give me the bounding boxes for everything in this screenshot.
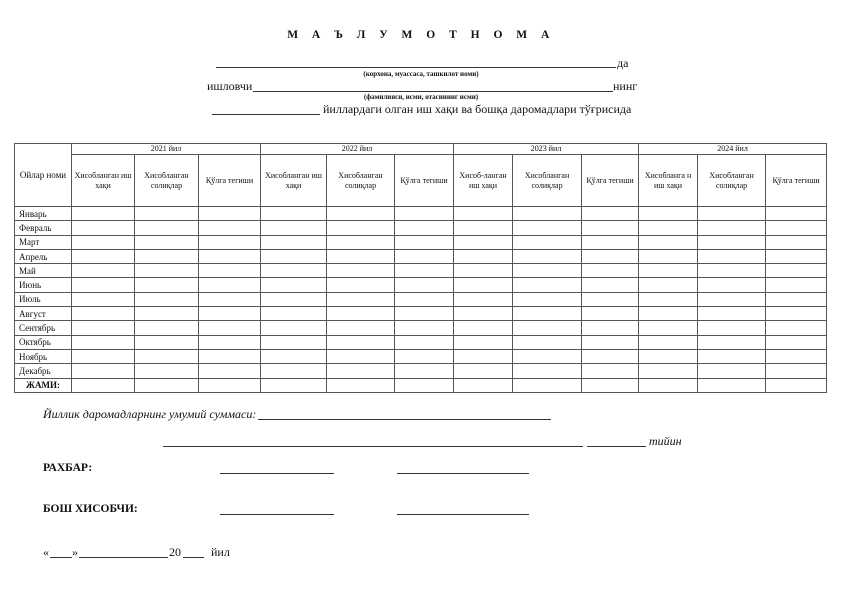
value-cell[interactable] <box>582 235 639 249</box>
value-cell[interactable] <box>199 307 261 321</box>
value-cell[interactable] <box>582 349 639 363</box>
value-cell[interactable] <box>327 364 395 378</box>
value-cell[interactable] <box>395 235 454 249</box>
value-cell[interactable] <box>639 235 698 249</box>
value-cell[interactable] <box>582 207 639 221</box>
value-cell[interactable] <box>261 264 327 278</box>
value-cell[interactable] <box>639 249 698 263</box>
tiyin-label: тийин <box>649 434 682 448</box>
value-cell[interactable] <box>698 364 766 378</box>
month-label: Ноябрь <box>15 349 72 363</box>
value-cell[interactable] <box>454 378 513 392</box>
date-close-quote: » <box>72 545 78 559</box>
value-cell[interactable] <box>135 349 199 363</box>
value-cell[interactable] <box>582 292 639 306</box>
director-name-field[interactable] <box>397 473 529 474</box>
organization-name-field[interactable] <box>216 67 616 68</box>
value-cell[interactable] <box>766 278 827 292</box>
value-cell[interactable] <box>199 264 261 278</box>
table-row <box>15 364 827 378</box>
value-cell[interactable] <box>513 364 582 378</box>
income-table <box>14 143 827 393</box>
sum-words-field[interactable] <box>163 446 583 447</box>
value-cell[interactable] <box>395 264 454 278</box>
total-row <box>15 378 827 392</box>
value-cell[interactable] <box>513 249 582 263</box>
value-cell[interactable] <box>582 378 639 392</box>
value-cell[interactable] <box>327 235 395 249</box>
value-cell[interactable] <box>199 349 261 363</box>
value-cell[interactable] <box>698 278 766 292</box>
value-cell[interactable] <box>72 221 135 235</box>
table-row <box>15 207 827 221</box>
value-cell[interactable] <box>582 249 639 263</box>
value-cell[interactable] <box>261 207 327 221</box>
value-cell[interactable] <box>135 292 199 306</box>
value-cell[interactable] <box>766 292 827 306</box>
value-cell[interactable] <box>698 264 766 278</box>
table-row <box>15 249 827 263</box>
value-cell[interactable] <box>454 221 513 235</box>
value-cell[interactable] <box>698 378 766 392</box>
value-cell[interactable] <box>72 264 135 278</box>
value-cell[interactable] <box>72 235 135 249</box>
value-cell[interactable] <box>395 307 454 321</box>
value-cell[interactable] <box>454 335 513 349</box>
value-cell[interactable] <box>766 249 827 263</box>
director-label: РАХБАР: <box>43 462 93 474</box>
value-cell[interactable] <box>327 292 395 306</box>
value-cell[interactable] <box>395 335 454 349</box>
value-cell[interactable] <box>72 321 135 335</box>
table-row <box>15 235 827 249</box>
month-label: Май <box>15 264 72 278</box>
value-cell[interactable] <box>327 221 395 235</box>
month-label: Декабрь <box>15 364 72 378</box>
value-cell[interactable] <box>582 307 639 321</box>
annual-sum-label: Йиллик даромадларнинг умумий суммаси: <box>43 407 257 421</box>
value-cell[interactable] <box>135 278 199 292</box>
value-cell[interactable] <box>639 221 698 235</box>
value-cell[interactable] <box>454 249 513 263</box>
line3-text: йиллардаги олган иш хақи ва бошқа даромадлари тўғрисида <box>323 102 632 116</box>
accountant-label: БОШ ХИСОБЧИ: <box>43 503 138 515</box>
value-cell[interactable] <box>327 264 395 278</box>
value-cell[interactable] <box>135 249 199 263</box>
value-cell[interactable] <box>327 321 395 335</box>
value-cell[interactable] <box>199 207 261 221</box>
table-row <box>15 278 827 292</box>
value-cell[interactable] <box>261 321 327 335</box>
value-cell[interactable] <box>698 335 766 349</box>
value-cell[interactable] <box>261 335 327 349</box>
value-cell[interactable] <box>395 321 454 335</box>
table-row <box>15 221 827 235</box>
value-cell[interactable] <box>261 249 327 263</box>
employee-caption: (фамилияси, исми, отасининг исми) <box>363 93 479 101</box>
value-cell[interactable] <box>72 364 135 378</box>
value-cell[interactable] <box>454 264 513 278</box>
month-header: Ойлар номи <box>15 144 72 207</box>
value-cell[interactable] <box>395 349 454 363</box>
value-cell[interactable] <box>698 249 766 263</box>
value-cell[interactable] <box>72 207 135 221</box>
value-cell[interactable] <box>454 207 513 221</box>
value-cell[interactable] <box>698 207 766 221</box>
month-label: Сентябрь <box>15 321 72 335</box>
year-header: 2023 йил <box>454 144 639 155</box>
value-cell[interactable] <box>199 321 261 335</box>
value-cell[interactable] <box>135 321 199 335</box>
value-cell[interactable] <box>261 364 327 378</box>
value-cell[interactable] <box>395 221 454 235</box>
document-title: М А Ъ Л У М О Т Н О М А <box>287 29 555 41</box>
value-cell[interactable] <box>513 235 582 249</box>
line1-suffix: да <box>617 56 629 70</box>
value-cell[interactable] <box>72 335 135 349</box>
value-cell[interactable] <box>513 264 582 278</box>
value-cell[interactable] <box>135 364 199 378</box>
column-header: Хисобланган солиқлар <box>698 155 766 207</box>
value-cell[interactable] <box>582 221 639 235</box>
organization-caption: (корхона, муассаса, ташкилот номи) <box>363 70 479 78</box>
value-cell[interactable] <box>766 221 827 235</box>
line2-suffix: нинг <box>613 79 638 93</box>
value-cell[interactable] <box>513 378 582 392</box>
value-cell[interactable] <box>582 335 639 349</box>
value-cell[interactable] <box>639 278 698 292</box>
table-row <box>15 292 827 306</box>
value-cell[interactable] <box>698 235 766 249</box>
table-row <box>15 335 827 349</box>
value-cell[interactable] <box>261 292 327 306</box>
value-cell[interactable] <box>327 307 395 321</box>
value-cell[interactable] <box>261 307 327 321</box>
value-cell[interactable] <box>766 335 827 349</box>
date-day-field[interactable] <box>50 557 72 558</box>
value-cell[interactable] <box>513 221 582 235</box>
value-cell[interactable] <box>72 278 135 292</box>
value-cell[interactable] <box>582 321 639 335</box>
value-cell[interactable] <box>766 207 827 221</box>
value-cell[interactable] <box>261 221 327 235</box>
value-cell[interactable] <box>135 378 199 392</box>
month-label: Март <box>15 235 72 249</box>
value-cell[interactable] <box>135 221 199 235</box>
value-cell[interactable] <box>454 278 513 292</box>
value-cell[interactable] <box>72 307 135 321</box>
value-cell[interactable] <box>327 349 395 363</box>
accountant-signature-field[interactable] <box>220 514 334 515</box>
month-label: Июль <box>15 292 72 306</box>
date-year-field[interactable] <box>183 557 204 558</box>
value-cell[interactable] <box>639 321 698 335</box>
line2-prefix: ишловчи <box>207 79 253 93</box>
value-cell[interactable] <box>261 235 327 249</box>
value-cell[interactable] <box>513 349 582 363</box>
value-cell[interactable] <box>454 235 513 249</box>
value-cell[interactable] <box>135 307 199 321</box>
month-label: Июнь <box>15 278 72 292</box>
years-field[interactable] <box>212 114 320 115</box>
date-open-quote: « <box>43 545 49 559</box>
value-cell[interactable] <box>639 378 698 392</box>
value-cell[interactable] <box>513 292 582 306</box>
table-row <box>15 349 827 363</box>
value-cell[interactable] <box>513 321 582 335</box>
value-cell[interactable] <box>454 321 513 335</box>
value-cell[interactable] <box>766 264 827 278</box>
value-cell[interactable] <box>327 378 395 392</box>
month-label: Август <box>15 307 72 321</box>
annual-sum-field[interactable] <box>258 419 551 420</box>
value-cell[interactable] <box>639 364 698 378</box>
value-cell[interactable] <box>261 378 327 392</box>
value-cell[interactable] <box>135 335 199 349</box>
value-cell[interactable] <box>199 249 261 263</box>
value-cell[interactable] <box>698 221 766 235</box>
month-label: Апрель <box>15 249 72 263</box>
table-row <box>15 307 827 321</box>
value-cell[interactable] <box>698 292 766 306</box>
value-cell[interactable] <box>513 278 582 292</box>
value-cell[interactable] <box>639 307 698 321</box>
value-cell[interactable] <box>327 335 395 349</box>
value-cell[interactable] <box>639 207 698 221</box>
column-header: Хисобланган солиқлар <box>513 155 582 207</box>
year-header: 2022 йил <box>261 144 454 155</box>
value-cell[interactable] <box>199 221 261 235</box>
column-header: Хисобланган солиқлар <box>327 155 395 207</box>
tiyin-field[interactable] <box>587 446 646 447</box>
value-cell[interactable] <box>513 207 582 221</box>
date-month-field[interactable] <box>79 557 168 558</box>
value-cell[interactable] <box>72 292 135 306</box>
value-cell[interactable] <box>766 378 827 392</box>
value-cell[interactable] <box>698 321 766 335</box>
column-header: Қўлга тегиши <box>199 155 261 207</box>
column-header: Қўлга тегиши <box>766 155 827 207</box>
value-cell[interactable] <box>395 207 454 221</box>
column-header: Хисобланган иш хақи <box>261 155 327 207</box>
value-cell[interactable] <box>454 307 513 321</box>
table-row <box>15 264 827 278</box>
value-cell[interactable] <box>698 307 766 321</box>
column-header: Қўлга тегиши <box>582 155 639 207</box>
year-header: 2024 йил <box>639 144 827 155</box>
value-cell[interactable] <box>327 207 395 221</box>
value-cell[interactable] <box>766 349 827 363</box>
value-cell[interactable] <box>639 292 698 306</box>
director-signature-field[interactable] <box>220 473 334 474</box>
value-cell[interactable] <box>395 249 454 263</box>
year-header: 2021 йил <box>72 144 261 155</box>
value-cell[interactable] <box>72 378 135 392</box>
value-cell[interactable] <box>639 264 698 278</box>
date-year-prefix: 20 <box>169 545 181 559</box>
value-cell[interactable] <box>766 307 827 321</box>
value-cell[interactable] <box>513 335 582 349</box>
column-header: Хисоб-ланган иш хақи <box>454 155 513 207</box>
value-cell[interactable] <box>199 335 261 349</box>
value-cell[interactable] <box>766 364 827 378</box>
value-cell[interactable] <box>72 349 135 363</box>
value-cell[interactable] <box>199 278 261 292</box>
date-year-suffix: йил <box>211 545 230 559</box>
column-header: Қўлга тегиши <box>395 155 454 207</box>
employee-name-field[interactable] <box>253 91 613 92</box>
value-cell[interactable] <box>261 278 327 292</box>
column-header: Хисобланган иш хақи <box>72 155 135 207</box>
value-cell[interactable] <box>454 349 513 363</box>
value-cell[interactable] <box>513 307 582 321</box>
value-cell[interactable] <box>135 264 199 278</box>
column-header: Хисобланган солиқлар <box>135 155 199 207</box>
month-label: Октябрь <box>15 335 72 349</box>
value-cell[interactable] <box>135 207 199 221</box>
value-cell[interactable] <box>199 235 261 249</box>
value-cell[interactable] <box>199 378 261 392</box>
value-cell[interactable] <box>199 292 261 306</box>
column-header: Хисобланга н иш хақи <box>639 155 698 207</box>
value-cell[interactable] <box>639 335 698 349</box>
value-cell[interactable] <box>395 278 454 292</box>
table-row <box>15 321 827 335</box>
value-cell[interactable] <box>395 378 454 392</box>
accountant-name-field[interactable] <box>397 514 529 515</box>
month-label: Январь <box>15 207 72 221</box>
value-cell[interactable] <box>454 364 513 378</box>
value-cell[interactable] <box>582 264 639 278</box>
value-cell[interactable] <box>135 235 199 249</box>
value-cell[interactable] <box>72 249 135 263</box>
value-cell[interactable] <box>395 364 454 378</box>
value-cell[interactable] <box>261 349 327 363</box>
value-cell[interactable] <box>639 349 698 363</box>
value-cell[interactable] <box>698 349 766 363</box>
value-cell[interactable] <box>327 249 395 263</box>
value-cell[interactable] <box>582 364 639 378</box>
value-cell[interactable] <box>454 292 513 306</box>
value-cell[interactable] <box>327 278 395 292</box>
month-label: Февраль <box>15 221 72 235</box>
value-cell[interactable] <box>199 364 261 378</box>
value-cell[interactable] <box>766 235 827 249</box>
value-cell[interactable] <box>582 278 639 292</box>
total-label: ЖАМИ: <box>15 378 72 392</box>
value-cell[interactable] <box>766 321 827 335</box>
value-cell[interactable] <box>395 292 454 306</box>
